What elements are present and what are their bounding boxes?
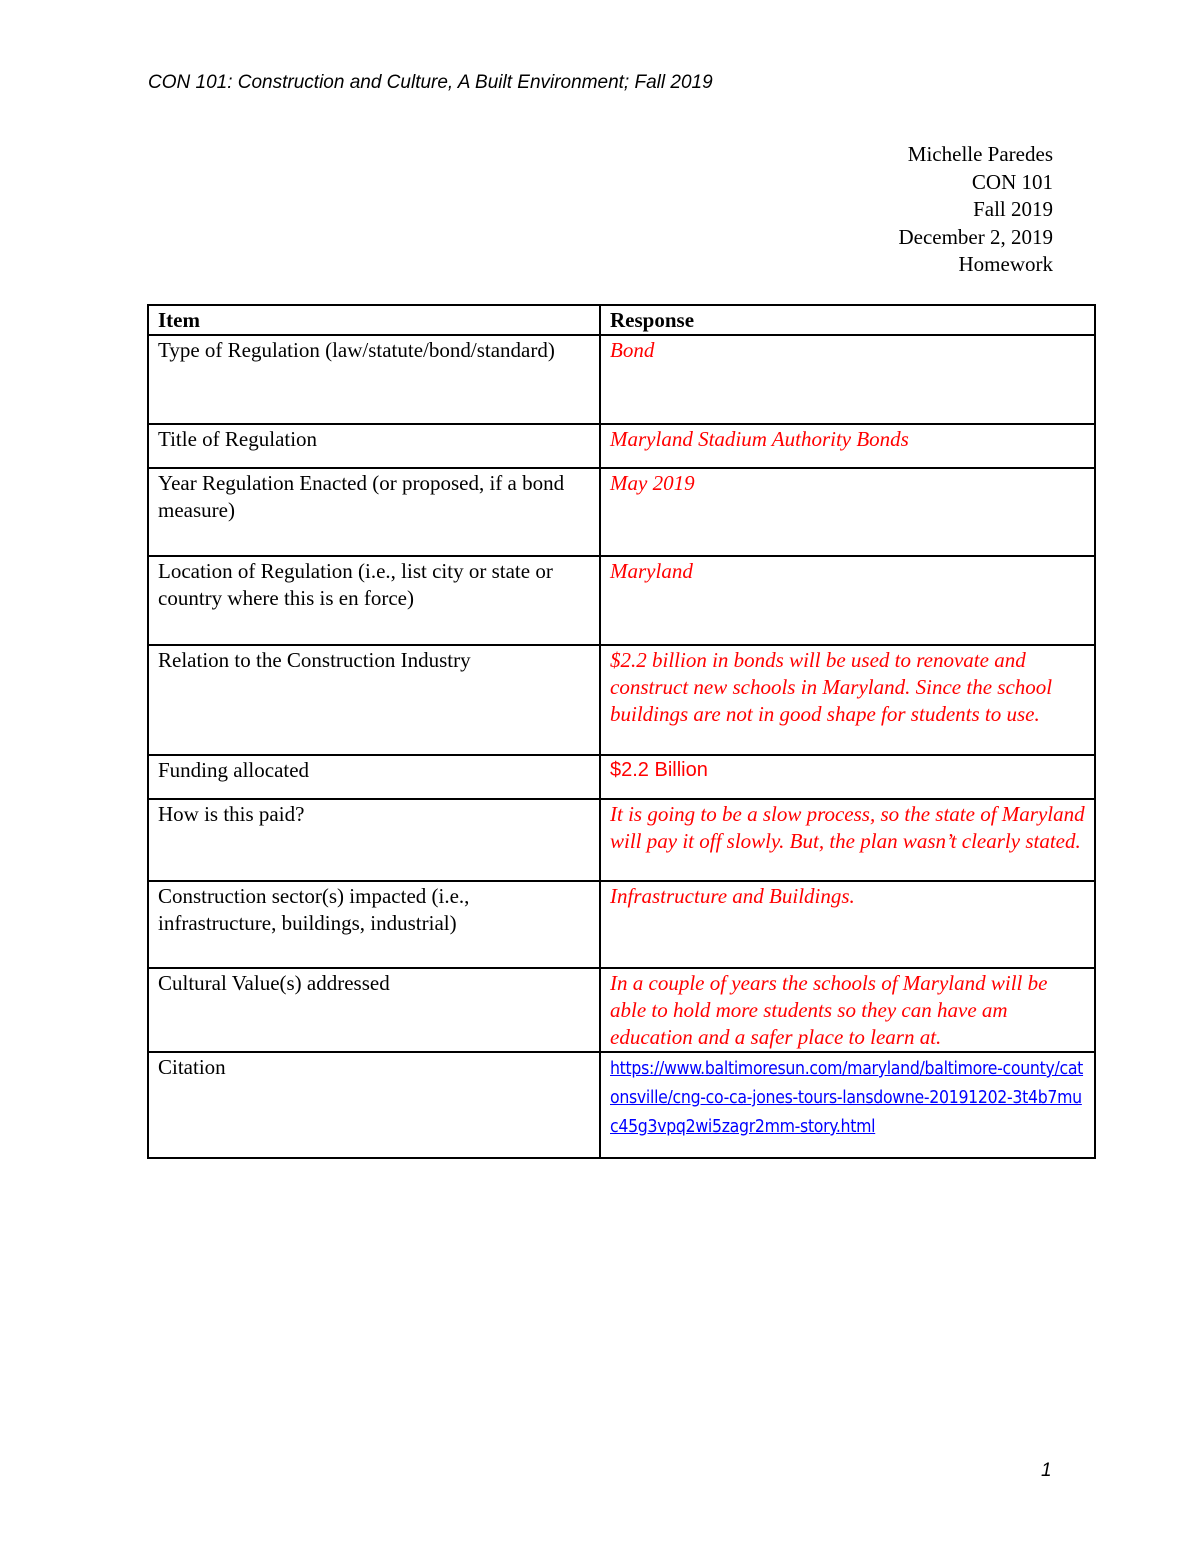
- citation-link[interactable]: https://www.baltimoresun.com/maryland/baltimore-county/catonsville/cng-co-ca-jones-tours-lansdowne-20191202-3t4b7muc45g3vpq2wi5zagr2mm-story.html: [610, 1059, 1084, 1137]
- column-header-response: Response: [600, 305, 1095, 335]
- table-row: [148, 1052, 1095, 1158]
- assignment-type: Homework: [958, 252, 1053, 276]
- response-cell: May 2019: [600, 468, 1095, 556]
- response-cell: $2.2 Billion: [600, 755, 1095, 799]
- submission-date: December 2, 2019: [898, 224, 1053, 249]
- running-header: CON 101: Construction and Culture, A Built Environment; Fall 2019: [148, 72, 713, 93]
- item-cell: Construction sector(s) impacted (i.e., infrastructure, buildings, industrial): [148, 881, 600, 968]
- item-cell: Title of Regulation: [148, 424, 600, 468]
- item-cell: Location of Regulation (i.e., list city or state or country where this is en force): [148, 556, 600, 645]
- response-cell: In a couple of years the schools of Maryland will be able to hold more students so they can have am education and a safer place to learn at.: [600, 968, 1095, 1052]
- table-row: [148, 968, 1095, 1052]
- response-cell: Maryland Stadium Authority Bonds: [600, 424, 1095, 468]
- column-header-item: Item: [148, 305, 600, 335]
- term: Fall 2019: [973, 197, 1053, 221]
- item-cell: Year Regulation Enacted (or proposed, if a bond measure): [148, 468, 600, 556]
- item-cell: Relation to the Construction Industry: [148, 645, 600, 755]
- item-cell: Cultural Value(s) addressed: [148, 968, 600, 1052]
- item-cell: How is this paid?: [148, 799, 600, 881]
- regulation-table: [147, 304, 1096, 1159]
- response-cell: It is going to be a slow process, so the state of Maryland will pay it off slowly. But, the plan wasn’t clearly stated.: [600, 799, 1095, 881]
- table-row: [148, 424, 1095, 468]
- table-row: [148, 799, 1095, 881]
- response-cell: Bond: [600, 335, 1095, 424]
- table-row: [148, 335, 1095, 424]
- item-cell: Funding allocated: [148, 755, 600, 799]
- page-number: 1: [1041, 1460, 1052, 1481]
- item-cell: Citation: [148, 1052, 600, 1158]
- author-block: [898, 141, 1053, 279]
- table-row: [148, 881, 1095, 968]
- author-name: Michelle Paredes: [907, 142, 1053, 166]
- response-cell: Infrastructure and Buildings.: [600, 881, 1095, 968]
- item-cell: Type of Regulation (law/statute/bond/standard): [148, 335, 600, 424]
- table-row: [148, 556, 1095, 645]
- table-row: [148, 645, 1095, 755]
- table-row: [148, 468, 1095, 556]
- response-cell: $2.2 billion in bonds will be used to renovate and construct new schools in Maryland. Since the school buildings are not in good shape for students to use.: [600, 645, 1095, 755]
- response-cell: Maryland: [600, 556, 1095, 645]
- response-cell: [600, 1052, 1095, 1158]
- table-row: [148, 755, 1095, 799]
- course-code: CON 101: [971, 169, 1053, 194]
- table-header-row: [148, 305, 1095, 335]
